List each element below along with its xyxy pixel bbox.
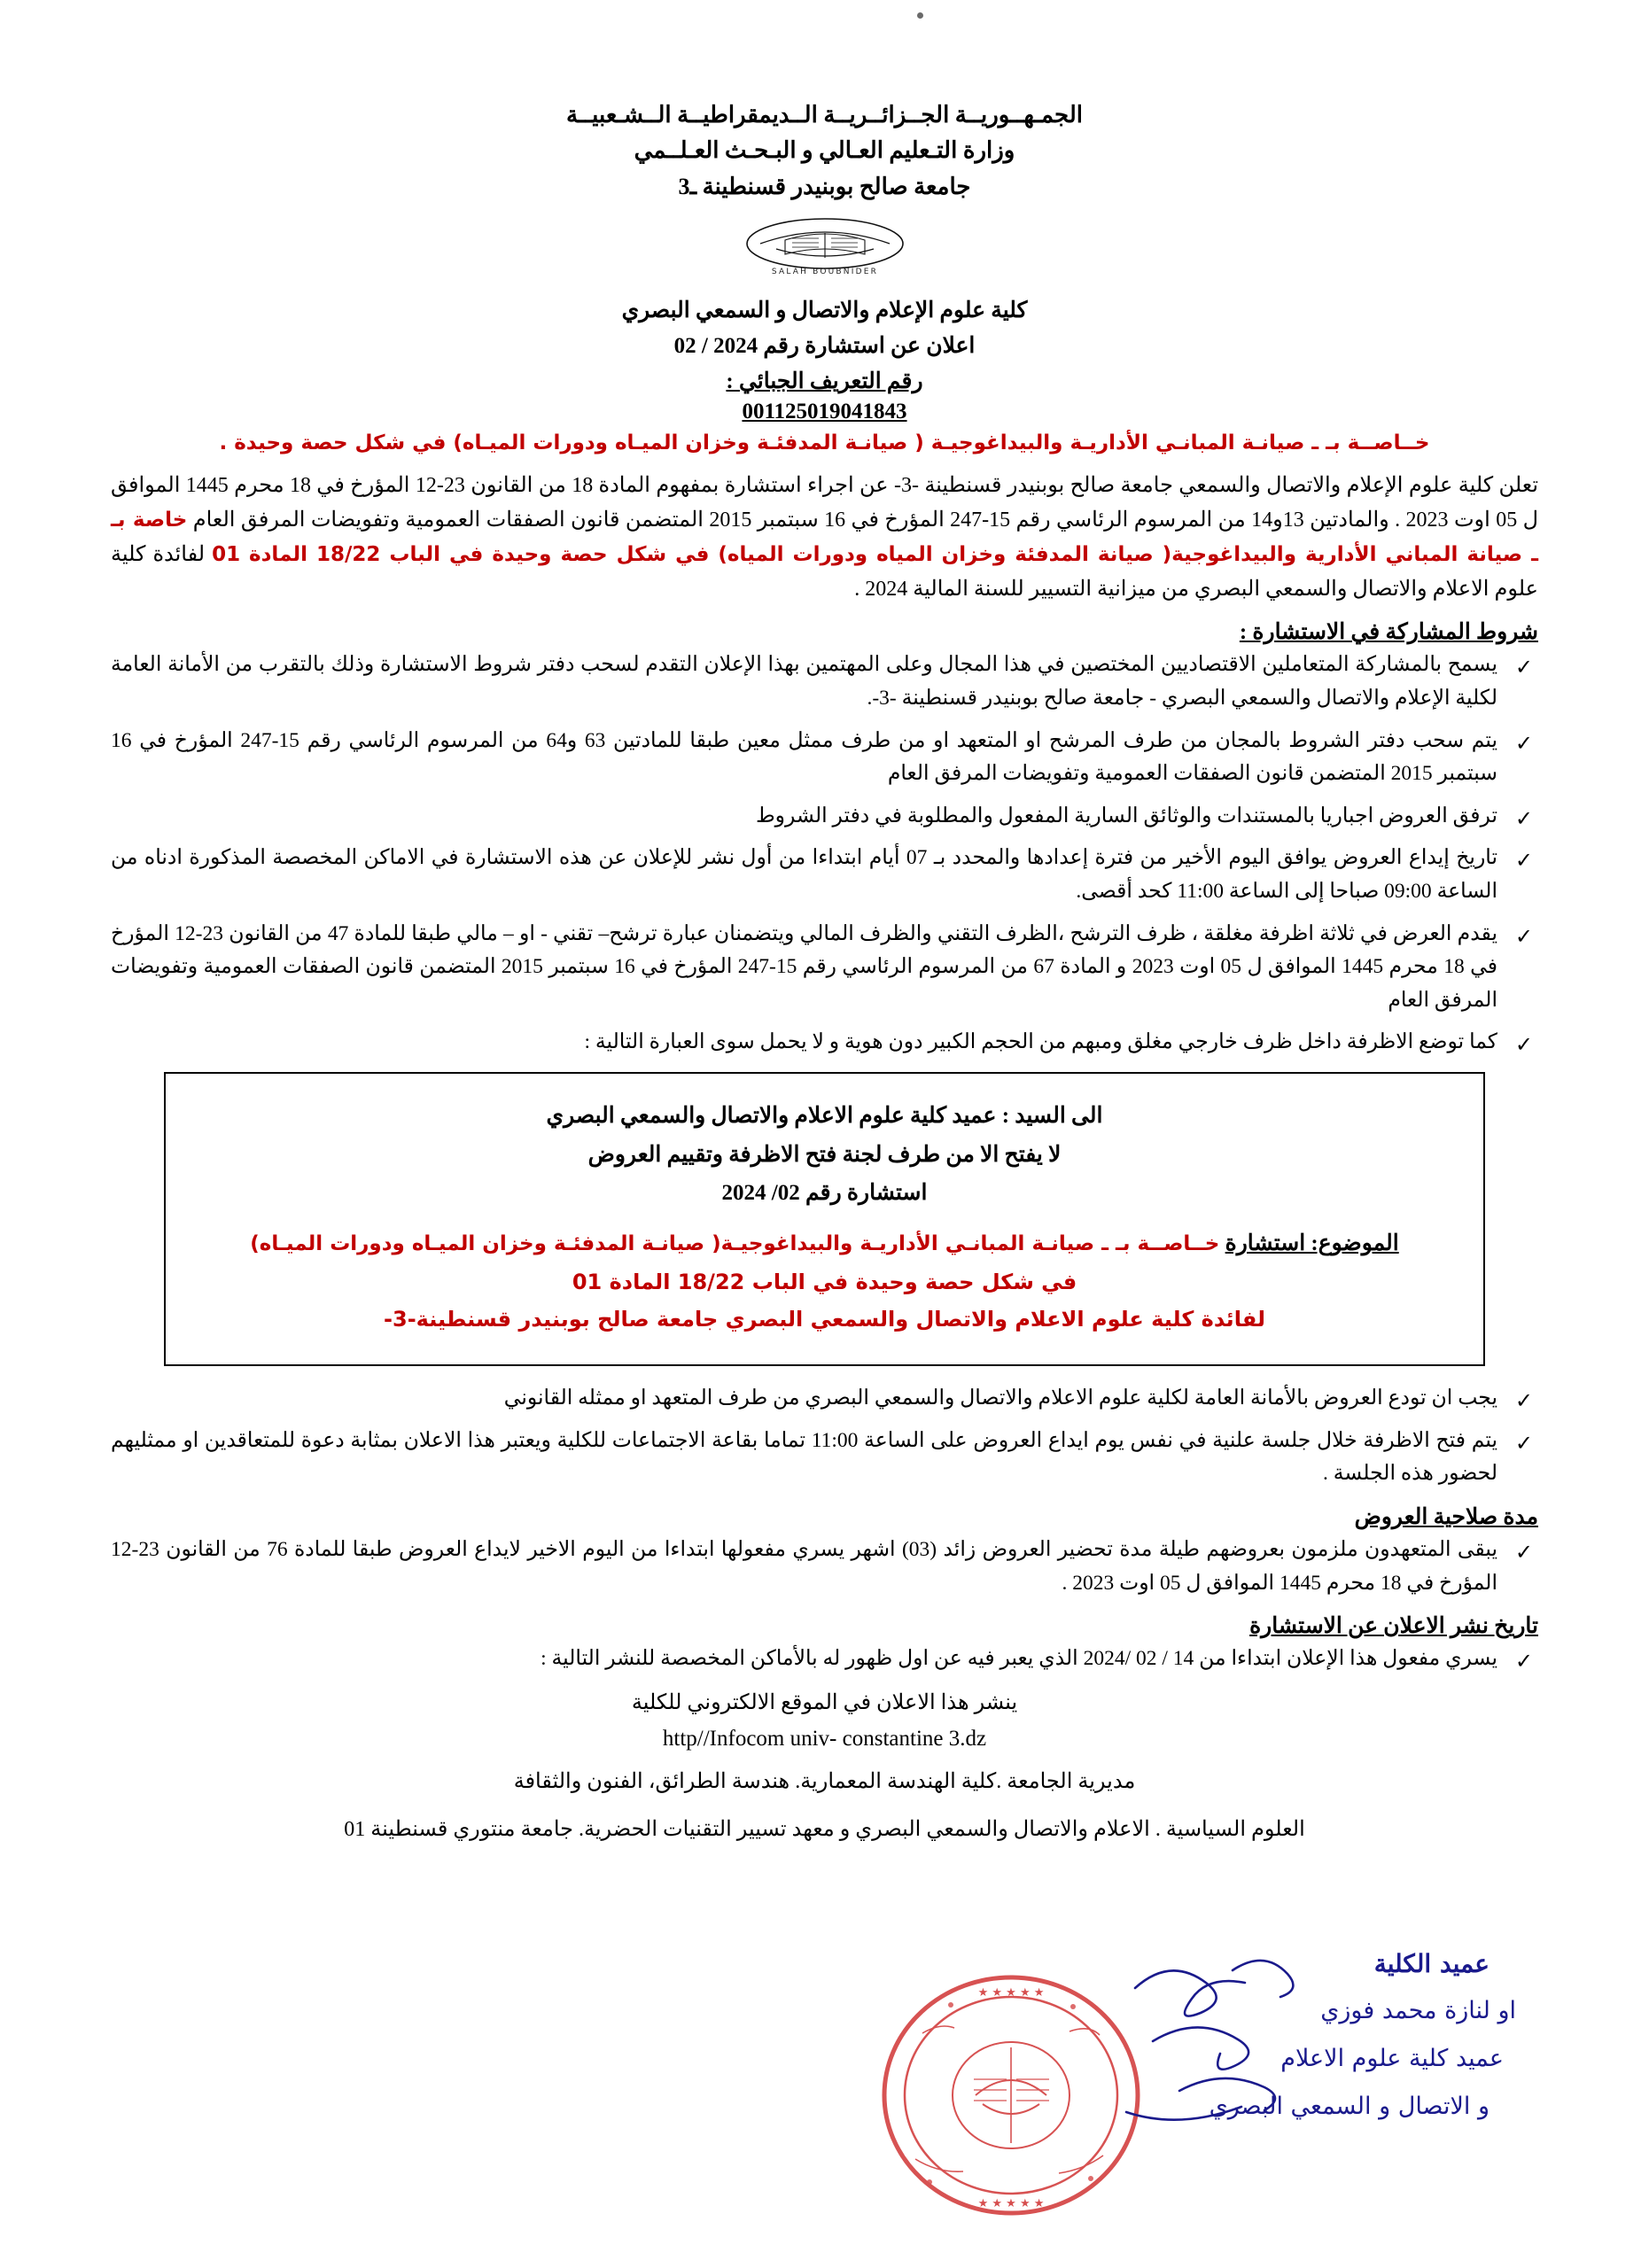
check-icon: ✓: [1514, 655, 1533, 680]
participation-title: شروط المشاركة في الاستشارة :: [1239, 620, 1538, 645]
publication-url[interactable]: http//Infocom univ- constantine 3.dz: [662, 1726, 987, 1751]
check-icon: ✓: [1514, 848, 1533, 874]
list-item: [111, 725, 1538, 791]
check-icon: ✓: [1514, 1539, 1533, 1565]
envelope-line-3: استشارة رقم 02/ 2024: [721, 1181, 928, 1206]
intro-paragraph: [111, 469, 1538, 607]
svg-text:★ ★ ★ ★ ★: ★ ★ ★ ★ ★: [977, 1986, 1045, 2000]
publication-title: تاريخ نشر الاعلان عن الاستشارة: [1249, 1614, 1538, 1639]
list-item: [111, 1534, 1538, 1600]
signature-name: او لنازة محمد فوزي: [1320, 1997, 1516, 2024]
svg-text:SALAH BOUBNIDER: SALAH BOUBNIDER: [771, 267, 878, 276]
signature-area: [922, 1940, 1543, 2233]
publication-places-1: مديرية الجامعة .كلية الهندسة المعمارية. هندسة الطرائق، الفنون والثقافة: [513, 1769, 1136, 1793]
list-item-text: يبقى المتعهدون ملزمون بعروضهم طيلة مدة تحضير العروض زائد (03) اشهر يسري مفعولها ابتداءا من اليوم الاخير لايداع العروض طبقا للمادة 76 من القانون 23-12 المؤرخ في 18 محرم 1445 الموافق ل 05 اوت 2023 .: [111, 1537, 1497, 1595]
publication-website-line: ينشر هذا الاعلان في الموقع الالكتروني للكلية: [631, 1690, 1018, 1714]
check-icon: ✓: [1514, 1430, 1533, 1456]
check-icon: ✓: [1514, 1032, 1533, 1058]
envelope-line-1: الى السيد : عميد كلية علوم الاعلام والاتصال والسمعي البصري: [546, 1103, 1103, 1128]
list-item: [111, 800, 1538, 834]
check-icon: ✓: [1514, 1649, 1533, 1674]
list-item-text: يجب ان تودع العروض بالأمانة العامة لكلية علوم الاعلام والاتصال والسمعي البصري من طرف المتعهد او ممثله القانوني: [503, 1386, 1497, 1410]
header-line-republic: الجمـهــوريــة الجــزائــريــة الــديمقراطيــة الــشـعبيــة: [566, 102, 1083, 128]
intro-text-2: لفائدة كلية علوم الاعلام والاتصال والسمعي البصري من ميزانية التسيير للسنة المالية 2024 .: [111, 542, 1538, 601]
faculty-title: كلية علوم الإعلام والاتصال و السمعي البصري: [621, 298, 1028, 322]
list-item-text: كما توضع الاظرفة داخل ظرف خارجي مغلق ومبهم من الحجم الكبير دون هوية و لا يحمل سوى العبارة التالية :: [584, 1030, 1497, 1054]
document-header: [111, 97, 1538, 205]
envelope-line-2: لا يفتح الا من طرف لجنة فتح الاظرفة وتقييم العروض: [587, 1142, 1062, 1167]
fiscal-id-label: رقم التعريف الجبائي :: [726, 369, 923, 393]
list-item: [111, 1643, 1538, 1676]
envelope-subject-red-1: خــاصــة بـ ـ صيانـة المبانـي الأداريـة والبيداغوجيـة( صيانـة المدفئـة وخزان الميـاه ودورات الميـاه): [250, 1232, 1220, 1256]
envelope-subject-red-2: في شكل حصة وحيدة في الباب 18/22 المادة 01: [572, 1270, 1077, 1295]
list-item: [111, 842, 1538, 908]
list-item-text: يتم سحب دفتر الشروط بالمجان من طرف المرشح او المتعهد او من طرف ممثل معين طبقا للمادتين 63 و64 من المرسوم الرئاسي رقم 15-247 المؤرخ في 16 سبتمبر 2015 المتضمن قانون الصفقات العمومية وتفويضات المرفق العام: [111, 728, 1497, 786]
document-subheader: [111, 293, 1538, 400]
publication-list: [111, 1643, 1538, 1676]
header-line-university: جامعة صالح بوبنيدر قسنطينة ـ3: [678, 173, 971, 199]
red-subject-title: خــاصــة بـ ـ صيانـة المبانـي الأداريـة والبيداغوجيـة ( صيانـة المدفئـة وخزان الميـاه ودورات الميـاه) في شكل حصة وحيدة .: [219, 431, 1430, 454]
svg-text:★ ★ ★ ★ ★: ★ ★ ★ ★ ★: [977, 2197, 1045, 2210]
list-item-text: يقدم العرض في ثلاثة اظرفة مغلقة ، ظرف الترشح ،الظرف التقني والظرف المالي ويتضمنان عبارة ترشح– تقني - او – مالي طبقا للمادة 47 من القانون 23-12 المؤرخ في 18 محرم 1445 الموافق ل 05 اوت 2023 و المادة 67 من المرسوم الرئاسي رقم 15-247 المؤرخ في 16 سبتمبر 2015 المتضمن قانون الصفقات العمومية وتفويضات المرفق العام: [111, 921, 1497, 1012]
signature-role-line-1: عميد كلية علوم الاعلام: [1280, 2045, 1504, 2072]
participation-list: [111, 649, 1538, 1060]
logo-container: [111, 214, 1538, 283]
list-item-text: يسري مفعول هذا الإعلان ابتداءا من 14 / 02 /2024 الذي يعبر فيه عن اول ظهور له بالأماكن المخصصة للنشر التالية :: [541, 1647, 1497, 1671]
list-item-text: تاريخ إيداع العروض يوافق اليوم الأخير من فترة إعدادها والمحدد بـ 07 أيام ابتداءا من أول نشر للإعلان عن هذه الاستشارة في الاماكن المخصصة المذكورة ادناه من الساعة 09:00 صباحا إلى الساعة 11:00 كحد أقصى.: [111, 846, 1497, 903]
list-item-text: ترفق العروض اجباريا بالمستندات والوثائق السارية المفعول والمطلوبة في دفتر الشروط: [755, 804, 1497, 827]
list-item-text: يسمح بالمشاركة المتعاملين الاقتصاديين المختصين في هذا المجال وعلى المهتمين بهذا الإعلان التقدم لسحب دفتر شروط الاستشارة وذلك بالتقرب من الأمانة العامة لكلية الإعلام والاتصال والسمعي البصري - جامعة صالح بوبنيدر قسنطينة -3-.: [111, 653, 1497, 710]
check-icon: ✓: [1514, 730, 1533, 756]
intro-text-1: تعلن كلية علوم الإعلام والاتصال والسمعي جامعة صالح بوبنيدر قسنطينة -3- عن اجراء استشارة بمفهوم المادة 18 من القانون 23-12 المؤرخ في 18 محرم 1445 الموافق ل 05 اوت 2023 . والمادتين 13و14 من المرسوم الرئاسي رقم 15-247 المؤرخ في 16 سبتمبر 2015 المتضمن قانون الصفقات العمومية وتفويضات المرفق العام: [111, 473, 1539, 532]
list-item: [111, 1425, 1538, 1491]
deposit-rules-list: [111, 1382, 1538, 1491]
header-line-ministry: وزارة التـعليم العـالي و البـحـث العـلــمي: [634, 137, 1015, 164]
university-seal-logo: [723, 214, 927, 283]
check-icon: ✓: [1514, 923, 1533, 949]
list-item-text: يتم فتح الاظرفة خلال جلسة علنية في نفس يوم ايداع العروض على الساعة 11:00 تماما بقاعة الاجتماعات للكلية ويعتبر هذا الاعلان بمثابة دعوة للمتعاقدين او ممثليهم لحضور هذه الجلسة .: [111, 1428, 1498, 1486]
envelope-subject-label: الموضوع: استشارة: [1225, 1231, 1399, 1256]
list-item: [111, 649, 1538, 715]
check-icon: ✓: [1514, 805, 1533, 831]
validity-title: مدة صلاحية العروض: [1354, 1504, 1538, 1529]
list-item: [111, 918, 1538, 1018]
fiscal-id-number: 001125019041843: [742, 399, 907, 423]
validity-list: [111, 1534, 1538, 1600]
announcement-number: اعلان عن استشارة رقم 2024 / 02: [673, 333, 976, 358]
handwritten-signature-icon: [1100, 1935, 1392, 2143]
list-item: [111, 1026, 1538, 1060]
intro-red-inline: خاصة بـ ـ صيانة المباني الأدارية والبيداغوجية( صيانة المدفئة وخزان المياه ودورات المياه) في شكل حصة وحيدة في الباب 18/22 المادة 01: [111, 508, 1538, 566]
check-icon: ✓: [1514, 1388, 1533, 1414]
signature-role-line-2: و الاتصال و السمعي البصري: [1209, 2093, 1490, 2120]
publication-places-2: العلوم السياسية . الاعلام والاتصال والسمعي البصري و معهد تسيير التقنيات الحضرية. جامعة منتوري قسنطينة 01: [344, 1818, 1305, 1842]
signature-title: عميد الكلية: [1373, 1949, 1490, 1978]
envelope-subject-red-3: لفائدة كلية علوم الاعلام والاتصال والسمعي البصري جامعة صالح بوبنيدر قسنطينة-3-: [384, 1307, 1265, 1332]
list-item: [111, 1382, 1538, 1416]
envelope-subject: [192, 1223, 1457, 1263]
envelope-label-box: [164, 1072, 1485, 1366]
